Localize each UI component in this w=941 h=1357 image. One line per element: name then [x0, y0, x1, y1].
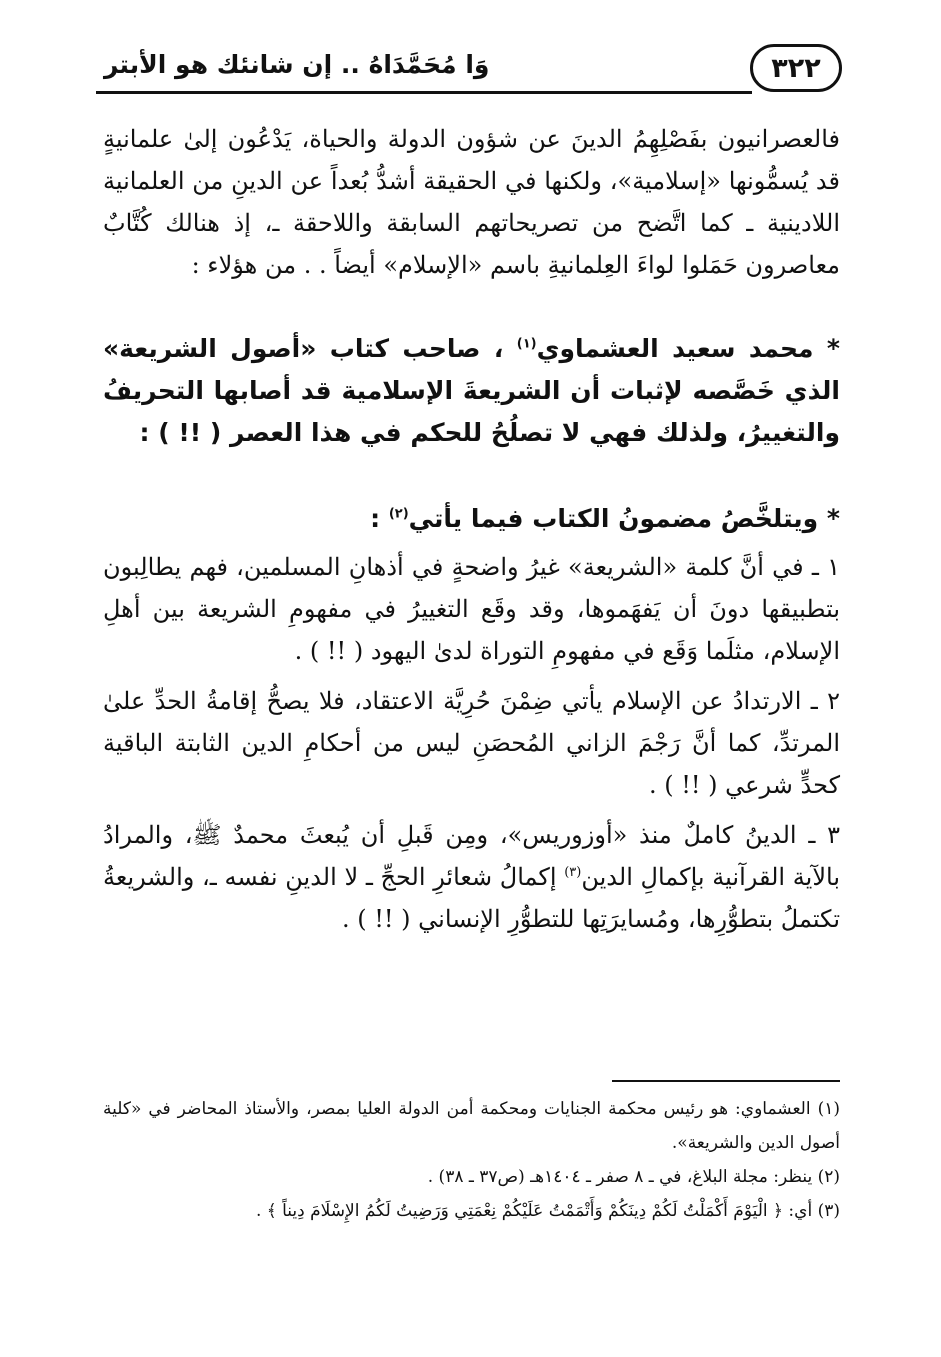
item-3-text-a: ٣ ـ الدينُ كاملٌ منذ «أوزوريس»، ومِن قَبلِ أن يُبعثَ محمدٌ ﷺ، والمرادُ بالآية القرآنية بإكمالِ الدين: [103, 821, 840, 891]
ashmawy-text: ، صاحب كتاب «أصول الشريعة» الذي خَصَّصه لإثبات أن الشريعةَ الإسلامية قد أصابها التحريفُ والتغييرُ، ولذلك فهي لا تصلُحُ للحكم في هذا العصر ( !! ) :: [103, 334, 840, 447]
main-text: [103, 118, 840, 948]
ashmawy-name: * محمد سعيد العشماوي: [536, 334, 840, 363]
ashmawy-paragraph: [103, 328, 840, 498]
item-3-text-b: إكمالُ شعائرِ الحجِّ ـ لا الدينِ نفسه ـ، والشريعةُ تكتملُ بتطوُّرِها، ومُسايرَتِها للتطوُّرِ الإنساني ( !! ) .: [103, 863, 840, 933]
footnote-2: (٢) ينظر: مجلة البلاغ، في ـ ٨ صفر ـ ١٤٠٤هـ (ص٣٧ ـ ٣٨) .: [427, 1167, 840, 1187]
item-2: ٢ ـ الارتدادُ عن الإسلام يأتي ضِمْنَ حُرِيَّة الاعتقاد، فلا يصحُّ إقامةُ الحدِّ علىٰ المرتدِّ، كما أنَّ رَجْمَ الزاني المُحصَنِ ليس من أحكامِ الدين الثابتة الباقية كحدٍّ شرعي ( !! ) .: [103, 687, 840, 799]
intro-paragraph: فالعصرانيون بفَصْلِهِمُ الدينَ عن شؤون الدولة والحياة، يَدْعُون إلىٰ علمانيةٍ قد يُسمُّونها «إسلامية»، ولكنها في الحقيقة أشدُّ بُعداً عن الدينِ من العلمانية اللادينية ـ كما اتَّضح من تصريحاتهم السابقة واللاحقة ـ، إذ هنالك كُتَّابٌ معاصرون حَمَلوا لواءَ العِلمانيةِ باسم «الإسلام» أيضاً . . من هؤلاء :: [103, 125, 840, 279]
item-3: [103, 814, 840, 942]
summary-heading: [103, 498, 840, 546]
footnote-ref-2: (٢): [388, 506, 409, 522]
page-header: [96, 44, 842, 100]
running-title: وَا مُحَمَّدَاهُ .. إن شانئك هو الأبتر: [104, 50, 490, 79]
item-1: ١ ـ في أنَّ كلمة «الشريعة» غيرُ واضحةٍ في أذهانِ المسلمين، فهم يطالِبون بتطبيقها دونَ أن يَفهَموها، وقد وقَع التغييرُ في مفهومِ الشريعة بين أهلِ الإسلام، مثلَما وَقَع في مفهومِ التوراة لدىٰ اليهود ( !! ) .: [103, 553, 840, 665]
footnote-1: (١) العشماوي: هو رئيس محكمة الجنايات ومحكمة أمن الدولة العليا بمصر، والأستاذ المحاضر في «كلية أصول الدين والشريعة».: [103, 1099, 840, 1153]
summary-text: * ويتلخَّصُ مضمونُ الكتاب فيما يأتي: [408, 504, 840, 533]
header-rule: [96, 91, 752, 94]
page-number: ٣٢٢: [750, 44, 842, 92]
footnote-ref-1: (١): [516, 336, 537, 352]
footnote-ref-3: (٣): [564, 865, 582, 880]
footnotes: [103, 1092, 840, 1228]
footnote-separator: [612, 1080, 840, 1082]
footnote-3: (٣) أي: ﴿ الْيَوْمَ أَكْمَلْتُ لَكُمْ دِينَكُمْ وَأَتْمَمْتُ عَلَيْكُمْ نِعْمَتِي وَرَضِيتُ لَكُمُ الإِسْلَامَ دِيناً ﴾ .: [255, 1201, 840, 1221]
summary-colon: :: [370, 504, 389, 533]
